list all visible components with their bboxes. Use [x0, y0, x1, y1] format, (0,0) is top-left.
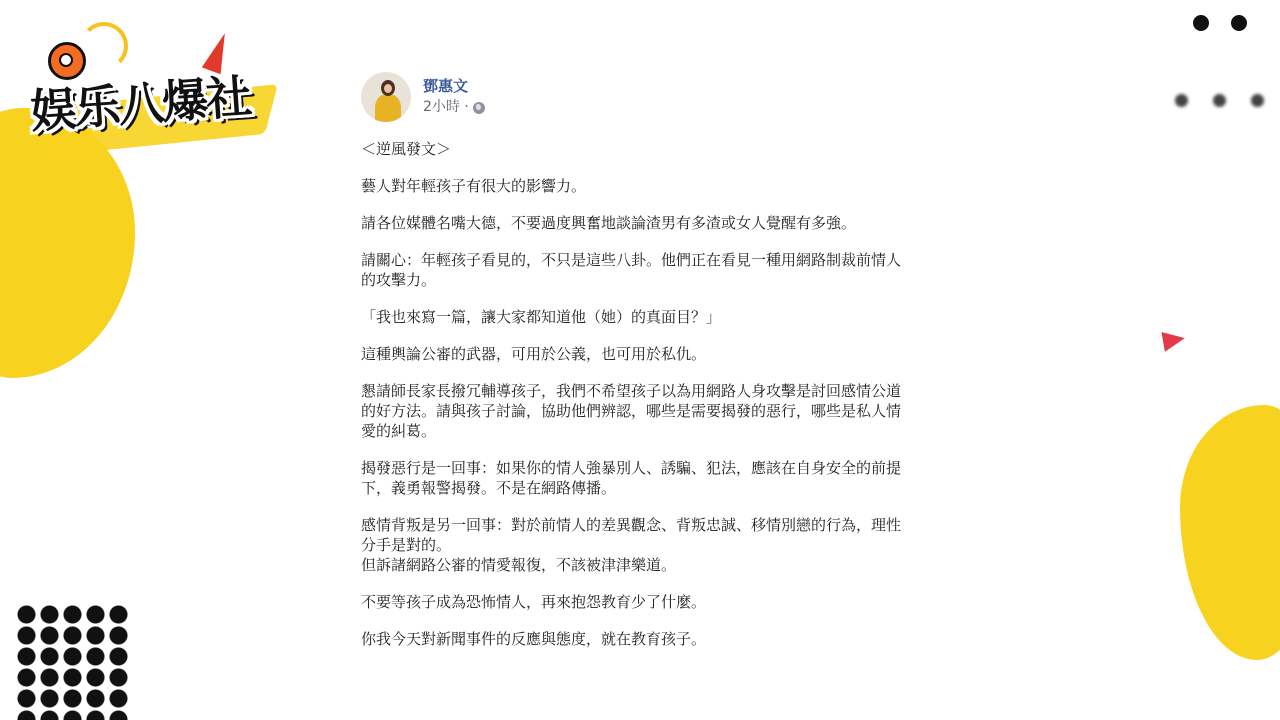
- post-paragraph: 這種輿論公審的武器，可用於公義，也可用於私仇。: [361, 345, 707, 363]
- post-paragraph: 不要等孩子成為恐怖情人，再來抱怨教育少了什麼。: [361, 593, 707, 611]
- author-name[interactable]: 鄧惠文: [423, 77, 469, 95]
- post-time-row: [423, 98, 485, 117]
- post-header: [361, 72, 906, 122]
- post-paragraph: 「我也來寫一篇，讓大家都知道他（她）的真面目？」: [361, 308, 722, 326]
- globe-icon[interactable]: [473, 102, 485, 114]
- post-paragraph: 感情背叛是另一回事：對於前情人的差異觀念、背叛忠誠、移情別戀的行為，理性分手是對的。 但訴諸網路公審的情愛報復，不該被津津樂道。: [361, 516, 902, 574]
- post-paragraph: 揭發惡行是一回事：如果你的情人強暴別人、誘騙、犯法，應該在自身安全的前提下，義勇報警揭發。不是在網路傳播。: [361, 459, 902, 497]
- logo-text: 娱乐八爆社: [28, 69, 252, 139]
- decor-dot: [1193, 15, 1209, 31]
- post-body: [361, 139, 906, 649]
- decor-dot-grid: [15, 604, 130, 720]
- decor-dot: [1231, 15, 1247, 31]
- post-paragraph: 懇請師長家長撥冗輔導孩子，我們不希望孩子以為用網路人身攻擊是討回感情公道的好方法。請與孩子討論，協助他們辨認，哪些是需要揭發的惡行，哪些是私人情愛的糾葛。: [361, 382, 902, 440]
- channel-logo: [28, 20, 258, 140]
- author-avatar[interactable]: [361, 72, 411, 122]
- post-paragraph: 請各位媒體名嘴大德，不要過度興奮地談論渣男有多渣或女人覺醒有多強。: [361, 214, 857, 232]
- post-paragraph: 請關心：年輕孩子看見的，不只是這些八卦。他們正在看見一種用網路制裁前情人的攻擊力。: [361, 251, 902, 289]
- post-paragraph: ＜逆風發文＞: [361, 140, 452, 158]
- signal-wave-icon: [80, 22, 128, 70]
- post-paragraph: 藝人對年輕孩子有很大的影響力。: [361, 177, 587, 195]
- post-timestamp[interactable]: 2小時 ·: [423, 99, 469, 115]
- decor-dot: [1175, 94, 1188, 107]
- decor-red-triangle: [1161, 328, 1186, 352]
- avatar-face: [384, 84, 392, 93]
- decor-yellow-blob-right: [1180, 405, 1280, 660]
- decor-dot: [1251, 94, 1264, 107]
- facebook-post: [361, 72, 906, 666]
- post-meta: [423, 77, 485, 117]
- post-paragraph: 你我今天對新聞事件的反應與態度，就在教育孩子。: [361, 630, 707, 648]
- avatar-figure: [375, 94, 401, 122]
- decor-dot: [1213, 94, 1226, 107]
